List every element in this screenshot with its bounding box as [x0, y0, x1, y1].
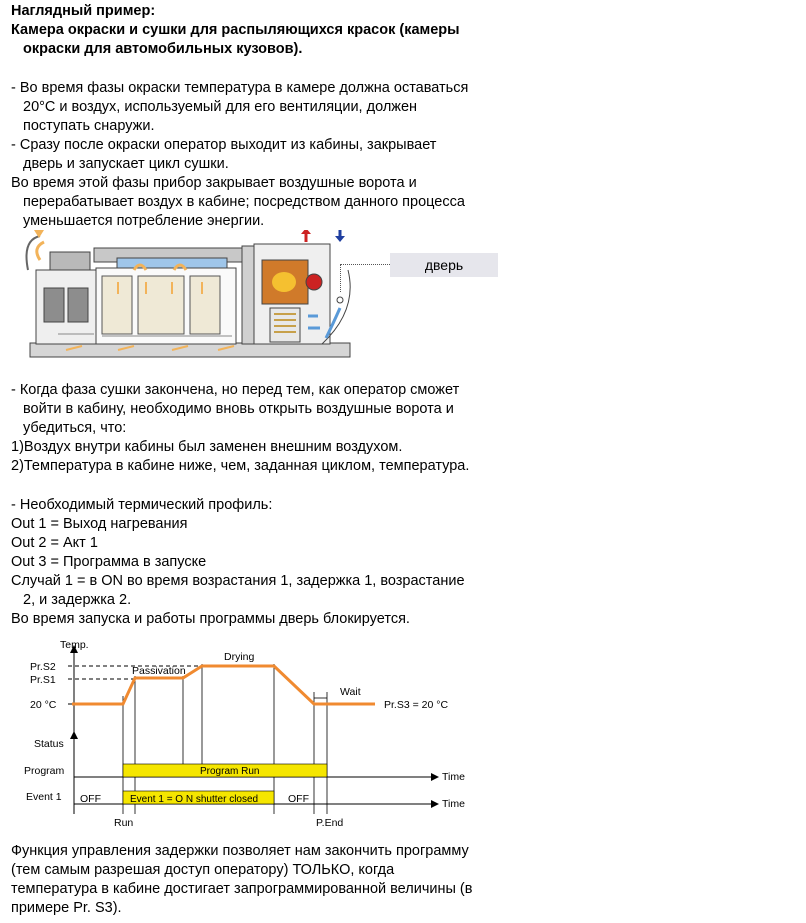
para3-line: Out 3 = Программа в запуске	[11, 554, 207, 570]
para2-line: 1)Воздух внутри кабины был заменен внешним воздухом.	[11, 439, 403, 455]
time-label-2: Time	[442, 798, 465, 810]
prs3-label: Pr.S3 = 20 °C	[384, 699, 449, 711]
para3-line: Во время запуска и работы программы дверь блокируется.	[11, 611, 410, 627]
wait-label: Wait	[340, 686, 361, 698]
para1-line: Во время этой фазы прибор закрывает воздушные ворота и	[11, 175, 417, 191]
prs2-label: Pr.S2	[30, 661, 56, 673]
drying-label: Drying	[224, 651, 255, 663]
para4-line: температура в кабине достигает запрограммированной величины (в	[11, 881, 473, 897]
spray-booth-illustration	[22, 230, 352, 365]
thermal-profile-diagram	[20, 636, 470, 832]
t20-label: 20 °C	[30, 699, 57, 711]
para3-line: 2, и задержка 2.	[23, 592, 132, 608]
para3-line: Случай 1 = в ON во время возрастания 1, задержка 1, возрастание	[11, 573, 465, 589]
para1-line: перерабатывает воздух в кабине; посредством данного процесса	[23, 194, 465, 210]
para2-line: - Когда фаза сушки закончена, но перед тем, как оператор сможет	[11, 382, 460, 398]
section-title: Камера окраски и сушки для распыляющихся красок (камеры	[11, 22, 460, 38]
para4-line: Функция управления задержки позволяет нам закончить программу	[11, 843, 469, 859]
para1-line: поступать снаружи.	[23, 118, 155, 134]
para2-line: 2)Температура в кабине ниже, чем, заданная циклом, температура.	[11, 458, 470, 474]
door-leader-line-vertical	[340, 264, 341, 292]
event1-label: Event 1	[26, 791, 62, 803]
time-label-1: Time	[442, 771, 465, 783]
para2-line: войти в кабину, необходимо вновь открыть воздушные ворота и	[23, 401, 454, 417]
para1-line: дверь и запускает цикл сушки.	[23, 156, 229, 172]
example-heading: Наглядный пример:	[11, 3, 156, 19]
para3-line: Out 2 = Акт 1	[11, 535, 98, 551]
status-label: Status	[34, 738, 64, 750]
para1-line: уменьшается потребление энергии.	[23, 213, 265, 229]
temp-axis-label: Temp.	[60, 639, 89, 651]
para4-line: примере Pr. S3).	[11, 900, 122, 916]
off-label-1: OFF	[80, 793, 101, 805]
program-run-label: Program Run	[200, 766, 260, 777]
para3-line: - Необходимый термический профиль:	[11, 497, 273, 513]
section-title-cont: окраски для автомобильных кузовов).	[23, 41, 303, 57]
para4-line: (тем самым разрешая доступ оператору) ТОЛЬКО, когда	[11, 862, 395, 878]
para1-line: 20°C и воздух, используемый для его вентиляции, должен	[23, 99, 418, 115]
event-on-label: Event 1 = O N shutter closed	[130, 794, 259, 805]
program-label: Program	[24, 765, 65, 777]
door-leader-line	[340, 264, 390, 265]
para1-line: - Сразу после окраски оператор выходит из кабины, закрывает	[11, 137, 437, 153]
prs1-label: Pr.S1	[30, 674, 56, 686]
door-label: дверь	[390, 253, 498, 277]
para3-line: Out 1 = Выход нагревания	[11, 516, 188, 532]
run-label: Run	[114, 817, 134, 829]
passivation-label: Passivation	[132, 665, 186, 677]
off-label-2: OFF	[288, 793, 309, 805]
para2-line: убедиться, что:	[23, 420, 127, 436]
program-end-label: P.End	[316, 817, 344, 829]
para1-line: - Во время фазы окраски температура в камере должна оставаться	[11, 80, 469, 96]
